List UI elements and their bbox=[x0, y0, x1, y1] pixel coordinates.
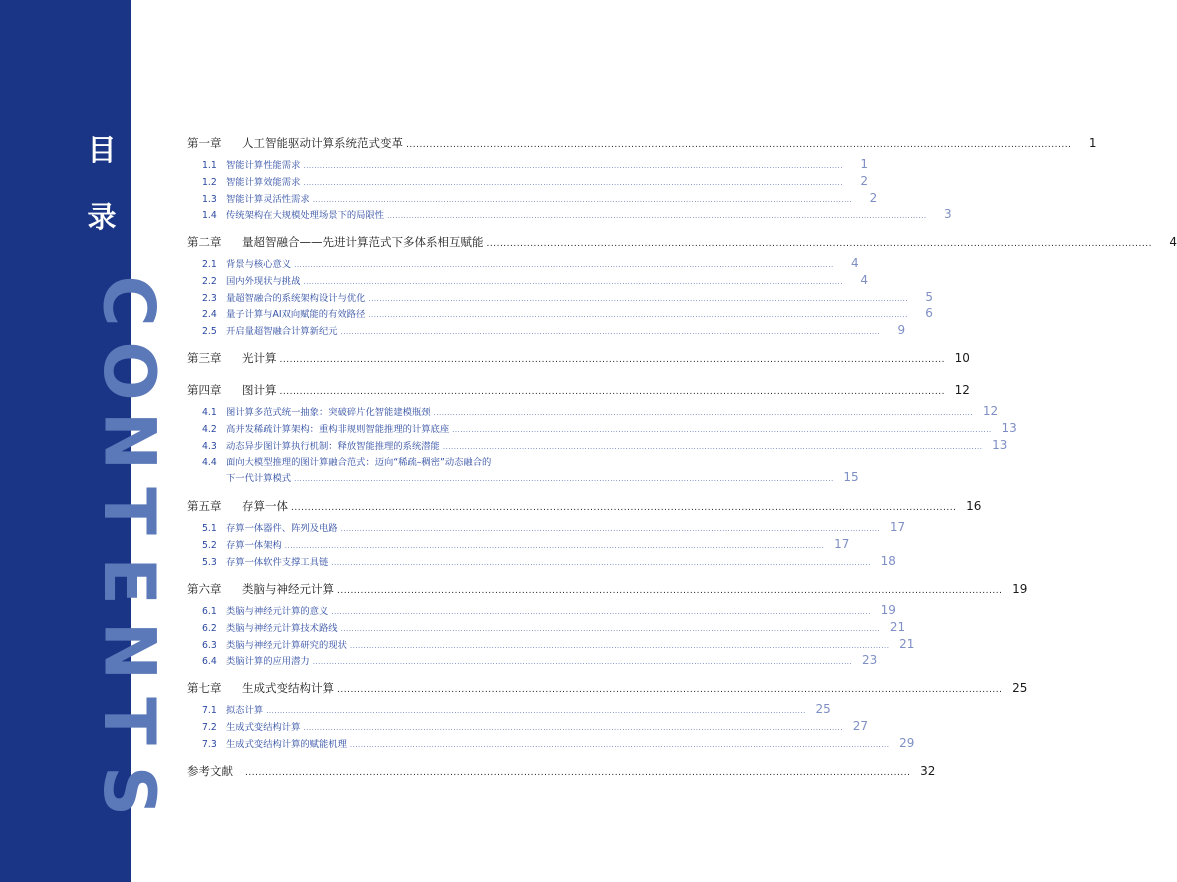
toc-section-entry[interactable] bbox=[187, 404, 999, 418]
chapter-number: 第三章 bbox=[187, 351, 222, 365]
section-number: 2.1 bbox=[202, 259, 217, 270]
watermark-letter: T bbox=[88, 487, 170, 535]
page-number: 4 bbox=[860, 272, 868, 287]
page-number: 32 bbox=[920, 764, 936, 778]
table-of-contents bbox=[187, 0, 1177, 882]
section-number: 1.3 bbox=[202, 193, 217, 205]
chapter-title: 生成式变结构计算 bbox=[242, 681, 334, 695]
page-number: 10 bbox=[954, 351, 970, 365]
toc-section-entry[interactable] bbox=[187, 718, 868, 733]
section-number: 2.2 bbox=[202, 275, 217, 287]
section-title: 存算一体软件支撑工具链 bbox=[226, 556, 329, 568]
page-number: 1 bbox=[1088, 136, 1097, 150]
page-number: 6 bbox=[925, 306, 933, 321]
section-title: 类脑与神经元计算技术路线 bbox=[226, 622, 338, 634]
section-number: 2.4 bbox=[202, 309, 217, 321]
section-title: 量超智融合的系统架构设计与优化 bbox=[226, 292, 366, 304]
dot-leader: ...................................................................................................................................................................................................... bbox=[433, 409, 974, 417]
dot-leader: ...................................................................................................................................................................................................... bbox=[442, 442, 983, 451]
dot-leader: ...................................................................................................................................................................................................... bbox=[368, 311, 908, 320]
page-number: 25 bbox=[1012, 681, 1028, 695]
section-title: 智能计算效能需求 bbox=[226, 176, 301, 188]
dot-leader: ...................................................................................................................................................................................................... bbox=[312, 658, 853, 667]
dot-leader: ...................................................................................................................................................................................................... bbox=[294, 261, 834, 269]
dot-leader: ...................................................................................................................................................................................................... bbox=[349, 740, 890, 749]
page-number: 21 bbox=[899, 636, 915, 651]
section-number: 4.2 bbox=[202, 423, 217, 435]
toc-section-entry[interactable] bbox=[187, 289, 934, 304]
toc-section-entry-continued[interactable] bbox=[187, 470, 859, 485]
chapter-number: 第二章 bbox=[187, 235, 222, 249]
section-title: 图计算多范式统一抽象：突破碎片化智能建模瓶颈 bbox=[226, 407, 431, 418]
section-number: 4.4 bbox=[202, 457, 217, 469]
section-title: 国内外现状与挑战 bbox=[226, 275, 301, 287]
dot-leader: ...................................................................................................................................................................................................... bbox=[266, 707, 806, 715]
chapter-number: 第一章 bbox=[187, 136, 222, 150]
section-title-line2: 下一代计算模式 bbox=[226, 473, 292, 485]
watermark-letter: N bbox=[88, 621, 170, 681]
dot-leader: ...................................................................................................................................................................................................... bbox=[303, 277, 843, 286]
toc-section-entry[interactable] bbox=[187, 653, 878, 668]
chapter-title: 量超智融合——先进计算范式下多体系相互赋能 bbox=[242, 235, 484, 249]
section-title: 生成式变结构计算的赋能机理 bbox=[226, 738, 347, 750]
toc-section-entry[interactable] bbox=[187, 735, 915, 750]
page-number: 2 bbox=[860, 173, 868, 188]
toc-section-entry[interactable] bbox=[187, 553, 896, 568]
toc-section-entry[interactable] bbox=[187, 306, 933, 321]
page-number: 12 bbox=[982, 404, 999, 418]
page-number: 3 bbox=[944, 207, 952, 222]
chapter-number: 参考文献 bbox=[187, 764, 233, 778]
section-number: 6.4 bbox=[202, 656, 217, 668]
section-number: 1.4 bbox=[202, 210, 217, 222]
toc-section-entry[interactable] bbox=[187, 454, 579, 468]
dot-leader: ...................................................................................................................................................................................................... bbox=[312, 195, 853, 204]
dot-leader: ...................................................................................................................................................................................................... bbox=[303, 723, 843, 732]
section-number: 5.2 bbox=[202, 539, 217, 551]
chapter-title: 人工智能驱动计算系统范式变革 bbox=[242, 136, 403, 150]
page-number: 16 bbox=[966, 499, 982, 513]
toc-chapter-entry[interactable] bbox=[187, 498, 982, 514]
toc-section-entry[interactable] bbox=[187, 437, 1008, 452]
toc-section-entry[interactable] bbox=[187, 702, 831, 716]
watermark-letter: C bbox=[88, 275, 170, 327]
section-number: 5.3 bbox=[202, 556, 217, 568]
page-number: 27 bbox=[852, 718, 868, 733]
dot-leader: ...................................................................................................................................................................................................... bbox=[291, 503, 957, 513]
dot-leader: ...................................................................................................................................................................................................... bbox=[245, 768, 911, 778]
dot-leader: ...................................................................................................................................................................................................... bbox=[387, 212, 927, 221]
dot-leader: ...................................................................................................................................................................................................... bbox=[368, 294, 909, 303]
section-title: 智能计算灵活性需求 bbox=[226, 193, 310, 205]
section-title: 面向大模型推理的图计算融合范式：迈向“稀疏–稠密”动态融合的 bbox=[226, 457, 492, 469]
page-number: 2 bbox=[869, 190, 878, 205]
toc-section-entry[interactable] bbox=[187, 256, 859, 270]
dot-leader: ...................................................................................................................................................................................................... bbox=[349, 641, 890, 650]
chapter-title: 图计算 bbox=[242, 383, 277, 397]
toc-section-entry[interactable] bbox=[187, 636, 915, 651]
toc-section-entry[interactable] bbox=[187, 157, 868, 171]
toc-section-entry[interactable] bbox=[187, 603, 896, 617]
section-number: 2.3 bbox=[202, 292, 217, 304]
toc-section-entry[interactable] bbox=[187, 520, 906, 534]
section-title: 生成式变结构计算 bbox=[226, 721, 301, 733]
section-title: 存算一体器件、阵列及电路 bbox=[226, 523, 338, 534]
section-title: 动态异步图计算执行机制：释放智能推理的系统潜能 bbox=[226, 440, 440, 452]
page-number: 17 bbox=[889, 520, 906, 534]
dot-leader: ...................................................................................................................................................................................................... bbox=[337, 685, 1003, 695]
section-number: 4.3 bbox=[202, 440, 217, 452]
section-number: 6.2 bbox=[202, 622, 217, 634]
dot-leader: ...................................................................................................................................................................................................... bbox=[331, 608, 871, 616]
toc-section-entry[interactable] bbox=[187, 536, 850, 551]
page-number: 1 bbox=[860, 157, 868, 171]
section-number: 6.1 bbox=[202, 606, 217, 617]
section-title: 类脑与神经元计算的意义 bbox=[226, 606, 329, 617]
section-number: 2.5 bbox=[202, 326, 217, 338]
page-number: 12 bbox=[954, 383, 970, 397]
watermark-letter: S bbox=[87, 765, 170, 817]
section-number: 6.3 bbox=[202, 639, 217, 651]
page-number: 4 bbox=[1169, 235, 1177, 249]
sidebar-band bbox=[0, 0, 170, 882]
page-number: 19 bbox=[1012, 582, 1028, 596]
watermark-letter: T bbox=[88, 697, 170, 745]
section-number: 4.1 bbox=[202, 407, 217, 418]
toc-chapter-entry[interactable] bbox=[187, 135, 1097, 151]
dot-leader: ...................................................................................................................................................................................................... bbox=[303, 178, 843, 187]
toc-section-entry[interactable] bbox=[187, 272, 868, 287]
dot-leader: ...................................................................................................................................................................................................... bbox=[406, 140, 1072, 150]
dot-leader: ...................................................................................................................................................................................................... bbox=[284, 541, 825, 550]
page-number: 19 bbox=[880, 603, 896, 617]
dot-leader: ...................................................................................................................................................................................................... bbox=[303, 162, 843, 170]
page-number: 4 bbox=[851, 256, 859, 270]
section-title: 量子计算与AI双向赋能的有效路径 bbox=[226, 309, 366, 321]
dot-leader: ...................................................................................................................................................................................................... bbox=[337, 586, 1003, 596]
dot-leader: ...................................................................................................................................................................................................... bbox=[279, 387, 945, 397]
section-title: 传统架构在大规模处理场景下的局限性 bbox=[226, 210, 385, 222]
dot-leader: ...................................................................................................................................................................................................... bbox=[340, 624, 881, 633]
page-number: 25 bbox=[815, 702, 831, 716]
chapter-number: 第五章 bbox=[187, 499, 222, 513]
section-title: 高并发稀疏计算架构：重构非规则智能推理的计算底座 bbox=[226, 423, 450, 435]
section-number: 7.2 bbox=[202, 721, 217, 733]
toc-section-entry[interactable] bbox=[187, 420, 1017, 435]
dot-leader: ...................................................................................................................................................................................................... bbox=[294, 475, 834, 484]
dot-leader: ...................................................................................................................................................................................................... bbox=[486, 239, 1152, 249]
section-title: 开启量超智融合计算新纪元 bbox=[226, 326, 338, 338]
toc-heading-char: 目 bbox=[87, 133, 117, 167]
toc-chapter-entry[interactable] bbox=[187, 350, 970, 366]
section-title: 拟态计算 bbox=[226, 705, 264, 716]
toc-section-entry[interactable] bbox=[187, 173, 868, 188]
toc-section-entry[interactable] bbox=[187, 207, 952, 222]
toc-section-entry[interactable] bbox=[187, 190, 878, 205]
page-number: 21 bbox=[889, 619, 906, 634]
page-number: 13 bbox=[992, 437, 1008, 452]
dot-leader: ...................................................................................................................................................................................................... bbox=[340, 525, 881, 533]
toc-chapter-entry[interactable] bbox=[187, 234, 1177, 250]
toc-heading-char: 录 bbox=[87, 200, 117, 234]
dot-leader: ...................................................................................................................................................................................................... bbox=[279, 355, 945, 365]
watermark-letter: N bbox=[88, 411, 170, 471]
page-number: 9 bbox=[897, 323, 906, 338]
page-number: 5 bbox=[925, 289, 934, 304]
toc-chapter-entry[interactable] bbox=[187, 763, 936, 779]
page-number: 29 bbox=[899, 735, 915, 750]
chapter-title: 光计算 bbox=[242, 351, 277, 365]
chapter-number: 第四章 bbox=[187, 383, 222, 397]
toc-chapter-entry[interactable] bbox=[187, 382, 970, 398]
page-number: 18 bbox=[880, 553, 896, 568]
section-title: 智能计算性能需求 bbox=[226, 160, 301, 171]
section-title: 类脑计算的应用潜力 bbox=[226, 656, 310, 668]
toc-chapter-entry[interactable] bbox=[187, 581, 1028, 597]
dot-leader: ...................................................................................................................................................................................................... bbox=[452, 425, 992, 434]
page-number: 15 bbox=[843, 470, 859, 485]
section-number: 1.1 bbox=[202, 160, 217, 171]
watermark-letter: E bbox=[87, 557, 170, 605]
section-title: 存算一体架构 bbox=[226, 539, 282, 551]
toc-chapter-entry[interactable] bbox=[187, 680, 1028, 696]
contents-watermark bbox=[64, 266, 194, 817]
section-number: 7.3 bbox=[202, 738, 217, 750]
page-number: 17 bbox=[834, 536, 850, 551]
dot-leader: ...................................................................................................................................................................................................... bbox=[331, 558, 871, 567]
page-number: 23 bbox=[861, 653, 878, 668]
toc-section-entry[interactable] bbox=[187, 619, 906, 634]
section-title: 类脑与神经元计算研究的现状 bbox=[226, 639, 347, 651]
section-number: 1.2 bbox=[202, 176, 217, 188]
chapter-number: 第六章 bbox=[187, 582, 222, 596]
chapter-title: 存算一体 bbox=[242, 499, 288, 513]
section-number: 7.1 bbox=[202, 705, 217, 716]
dot-leader: ...................................................................................................................................................................................................... bbox=[340, 328, 881, 337]
chapter-number: 第七章 bbox=[187, 681, 222, 695]
chapter-title: 类脑与神经元计算 bbox=[242, 582, 334, 596]
section-title: 背景与核心意义 bbox=[226, 259, 292, 270]
watermark-letter: O bbox=[87, 341, 170, 401]
toc-section-entry[interactable] bbox=[187, 323, 906, 338]
page-number: 13 bbox=[1001, 420, 1017, 435]
section-number: 5.1 bbox=[202, 523, 217, 534]
